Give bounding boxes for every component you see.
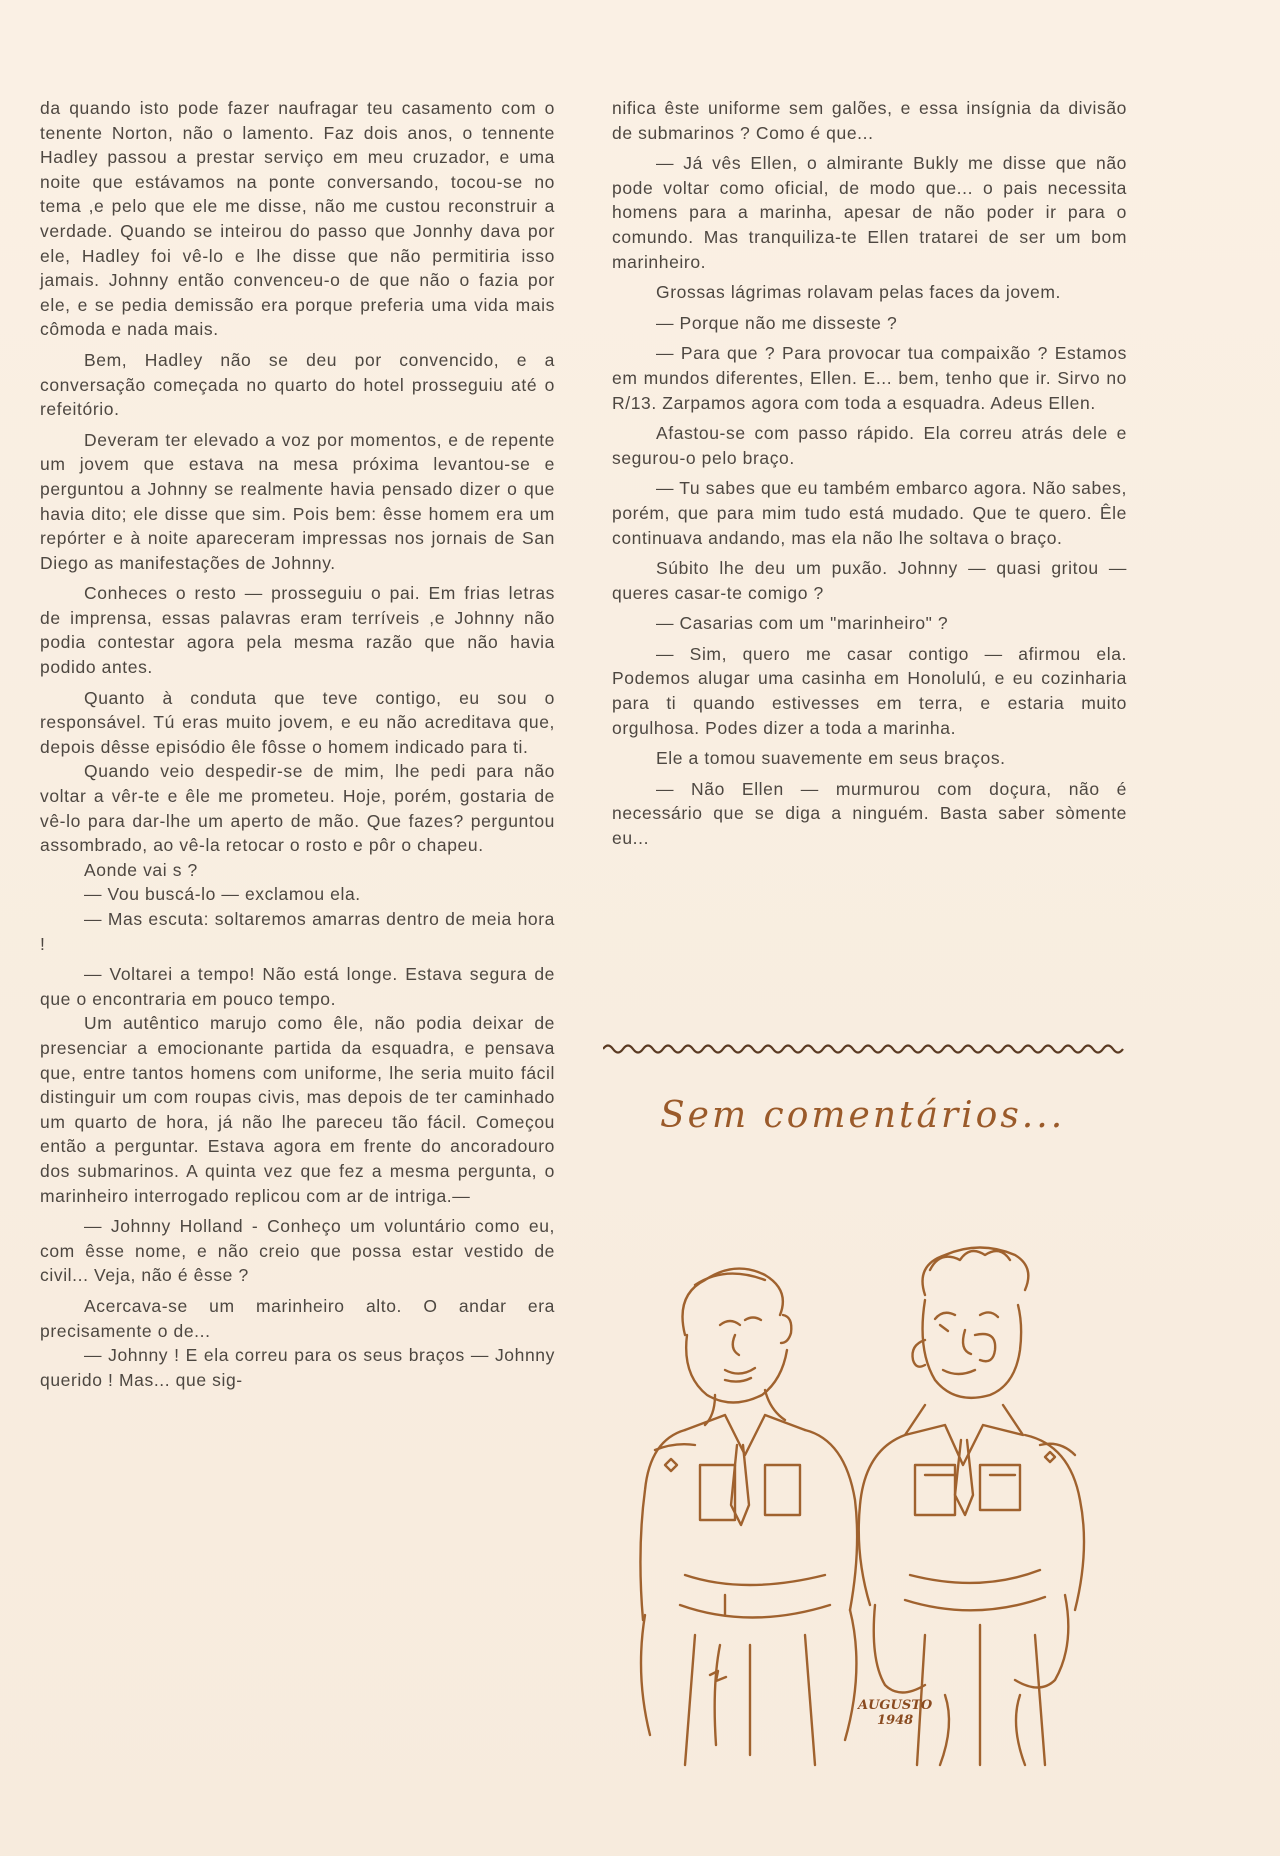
paragraph: — Para que ? Para provocar tua compaixão ? Estamos em mundos diferentes, Ellen. E... bem, tenho que ir. Sirvo no R/13. Zarpamos agora com toda a esquadra. Adeus Ellen.: [612, 343, 1127, 413]
paragraph: Conheces o resto — prosseguiu o pai. Em frias letras de imprensa, essas palavras eram terríveis ,e Johnny não podia contestar agora pela mesma razão que não havia podido antes.: [40, 583, 555, 678]
paragraph: — Voltarei a tempo! Não está longe. Estava segura de que o encontraria em pouco tempo.: [40, 964, 555, 1009]
paragraph: — Vou buscá-lo — exclamou ela.: [84, 884, 361, 905]
right-text-column: [612, 96, 1127, 857]
paragraph: — Johnny ! E ela correu para os seus braços — Johnny querido ! Mas... que sig-: [40, 1345, 555, 1390]
signature-name: AUGUSTO: [858, 1698, 933, 1713]
paragraph: — Mas escuta: soltaremos amarras dentro de meia hora !: [40, 909, 555, 954]
right-figure: [859, 1248, 1084, 1766]
paragraph: Um autêntico marujo como êle, não podia deixar de presenciar a emocionante partida da esquadra, e pensava que, entre tantos homens com uniforme, lhe seria muito fácil distinguir um com roupas civis, mas depois de ter caminhado um quarto de hora, já não lhe pareceu tão fácil. Começou então a perguntar. Estava agora em frente do ancoradouro dos submarinos. A quinta vez que fez a mesma pergunta, o marinheiro interrogado replicou com ar de intriga.—: [40, 1013, 555, 1206]
paragraph: — Johnny Holland - Conheço um voluntário como eu, com êsse nome, e não creio que possa estar vestido de civil... Veja, não é êsse ?: [40, 1216, 555, 1286]
paragraph: Ele a tomou suavemente em seus braços.: [656, 748, 1006, 769]
left-text-column: [40, 96, 555, 1398]
paragraph: Bem, Hadley não se deu por convencido, e a conversação começada no quarto do hotel prosseguiu até o refeitório.: [40, 349, 555, 420]
cartoon-title: Sem comentários...: [660, 1095, 1066, 1136]
paragraph: — Casarias com um "marinheiro" ?: [656, 613, 949, 634]
paragraph: — Não Ellen — murmurou com doçura, não é necessário que se diga a ninguém. Basta saber sòmente eu...: [612, 778, 1127, 849]
paragraph: Acercava-se um marinheiro alto. O andar era precisamente o de...: [40, 1295, 555, 1341]
paragraph: Quando veio despedir-se de mim, lhe pedi para não voltar a vêr-te e êle me prometeu. Hoje, porém, gostaria de vê-lo para dar-lhe um aperto de mão. Que fazes? perguntou assombrado, ao vê-la retocar o rosto e pôr o chapeu.: [40, 761, 555, 856]
paragraph: Afastou-se com passo rápido. Ela correu atrás dele e segurou-o pelo braço.: [612, 423, 1127, 468]
signature-year: 1948: [877, 1713, 914, 1728]
paragraph: — Sim, quero me casar contigo — afirmou ela. Podemos alugar uma casinha em Honolulú, e eu cozinharia para ti quando estivesses em terra, e estaria muito orgulhosa. Podes dizer a toda a marinha.: [612, 643, 1127, 738]
paragraph: Grossas lágrimas rolavam pelas faces da jovem.: [656, 282, 1061, 303]
paragraph: — Porque não me disseste ?: [656, 312, 898, 333]
paragraph: Quanto à conduta que teve contigo, eu sou o responsável. Tú eras muito jovem, e eu não acreditava que, depois dêsse episódio êle fôsse o homem indicado para ti.: [40, 687, 555, 757]
artist-signature: [858, 1698, 932, 1728]
paragraph: — Tu sabes que eu também embarco agora. Não sabes, porém, que para mim tudo está mudado. Que te quero. Êle continuava andando, mas ela não lhe soltava o braço.: [612, 478, 1127, 548]
wavy-divider: [603, 1040, 1133, 1058]
left-figure: [640, 1269, 857, 1765]
paragraph: Deveram ter elevado a voz por momentos, e de repente um jovem que estava na mesa próxima levantou-se e perguntou a Johnny se realmente havia pensado dizer o que havia dito; ele disse que sim. Pois bem: êsse homem era um repórter e à noite apareceram impressas nos jornais de San Diego as manifestações de Johnny.: [40, 429, 555, 573]
paragraph: Súbito lhe deu um puxão. Johnny — quasi gritou — queres casar-te comigo ?: [612, 558, 1127, 603]
paragraph: da quando isto pode fazer naufragar teu casamento com o tenente Norton, não o lamento. Faz dois anos, o tennente Hadley passou a prestar serviço em meu cruzador, e uma noite que estávamos na ponte conversando, tocou-se no tema ,e pelo que ele me disse, não me custou reconstruir a verdade. Quando se inteirou do passo que Jonnhy dava por ele, Hadley foi vê-lo e lhe disse que não permitiria isso jamais. Johnny então convenceu-o de que não o fazia por ele, e se pedia demissão era porque preferia uma vida mais cômoda e nada mais.: [40, 98, 555, 340]
paragraph: nifica êste uniforme sem galões, e essa insígnia da divisão de submarinos ? Como é que...: [612, 98, 1127, 143]
paragraph: Aonde vai s ?: [84, 859, 198, 880]
paragraph: — Já vês Ellen, o almirante Bukly me disse que não pode voltar como oficial, de modo que... o pais necessita homens para a marinha, apesar de não poder ir para o comundo. Mas tranquiliza-te Ellen tratarei de ser um bom marinheiro.: [612, 153, 1127, 272]
